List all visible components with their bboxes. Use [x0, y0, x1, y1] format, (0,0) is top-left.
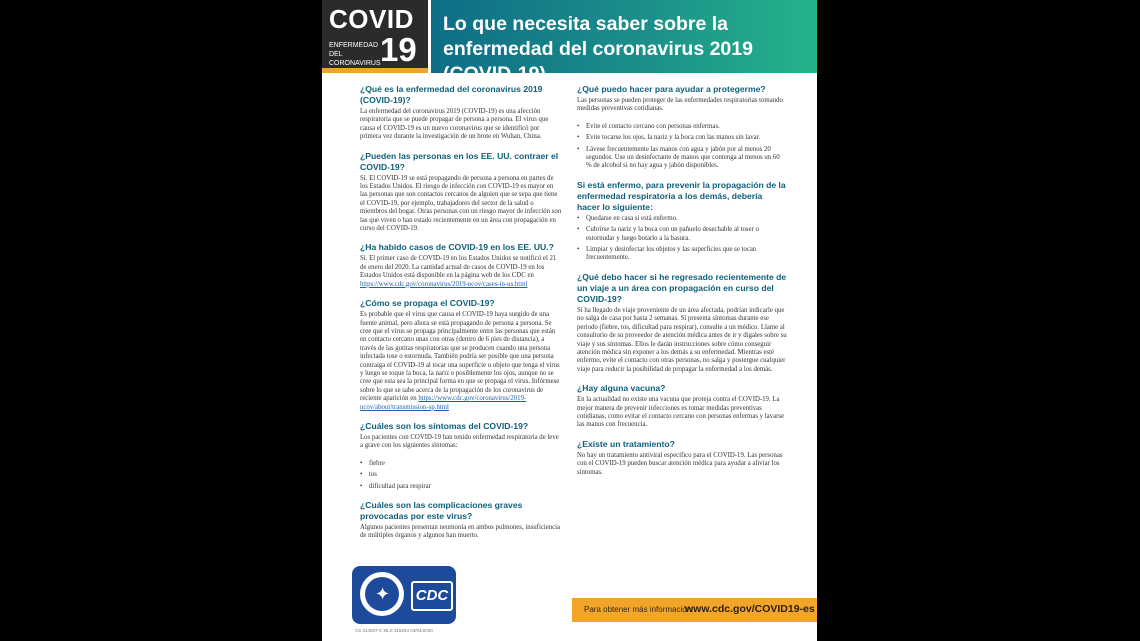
section-text: Los pacientes con COVID-19 han tenido enfermedad respiratoria de leve a grave con los siguientes síntomas:	[360, 433, 559, 450]
bullet-dot-icon: •	[360, 482, 363, 490]
bullet-dot-icon: •	[360, 471, 363, 479]
section-text: No hay un tratamiento antiviral específico para el COVID-19. Las personas con el COVID-19 pueden buscar atención médica para ayudar a aliviar los síntomas.	[577, 451, 783, 476]
covid19-logo-block	[322, 0, 428, 68]
section-heading: ¿Cuáles son las complicaciones graves provocadas por este virus?	[360, 500, 523, 521]
hhs-eagle-seal-icon	[360, 572, 404, 616]
transmission-link[interactable]: https://www.cdc.gov/coronavirus/2019-ncov/about/transmission-sp.html	[360, 395, 527, 411]
more-info-bar	[572, 598, 817, 622]
section-heading: ¿Qué es la enfermedad del coronavirus 2019 (COVID-19)?	[360, 84, 543, 105]
right-column	[577, 84, 787, 486]
section-text: La enfermedad del coronavirus 2019 (COVID-19) es una afección respiratoria que se puede propagar de persona a persona. El virus que causa el COVID-19 es un nuevo coronavirus que se identificó por primera vez durante la investigación de un brote en Wuhan, China.	[360, 108, 549, 141]
info-url-link[interactable]: www.cdc.gov/COVID19-es	[685, 603, 815, 615]
eagle-icon: ✦	[375, 584, 391, 604]
cdc-logo: CDC	[411, 581, 453, 611]
section-paragraph	[360, 311, 562, 412]
section-text: Sí. El primer caso de COVID-19 en los Estados Unidos se notificó el 21 de enero del 2020. La cantidad actual de casos de COVID-19 en los Estados Unidos está disponible en la página web de los CDC en	[360, 255, 557, 280]
bullet-dot-icon: •	[577, 226, 580, 234]
agency-logos	[352, 566, 456, 624]
section-heading: ¿Cuáles son los síntomas del COVID-19?	[360, 420, 529, 431]
cases-link[interactable]: https://www.cdc.gov/coronavirus/2019-ncov/cases-in-us.html	[360, 280, 528, 288]
bullet-dot-icon: •	[577, 122, 580, 130]
page-title: Lo que necesita saber sobre la enfermedad del coronavirus 2019 (COVID-19)	[443, 13, 753, 85]
section-text: Algunos pacientes presentan neumonía en ambos pulmones, insuficiencia de múltiples órganos y algunos han muerto.	[360, 524, 561, 540]
section-heading: ¿Hay alguna vacuna?	[577, 383, 666, 394]
list-item: • Evite el contacto cercano con personas enfermas.	[577, 122, 720, 130]
section-heading: Si está enfermo, para prevenir la propagación de la enfermedad respiratoria a los demás, debería hacer lo siguiente:	[577, 179, 786, 212]
left-column	[360, 84, 562, 550]
prevention-list	[577, 123, 787, 171]
bullet-dot-icon: •	[577, 246, 580, 254]
title-banner	[431, 0, 817, 85]
list-item: • Limpiar y desinfectar los objetos y las superficies que se tocan frecuentemente.	[577, 246, 757, 262]
section-heading: ¿Cómo se propaga el COVID-19?	[360, 298, 495, 309]
section-text: En la actualidad no existe una vacuna que proteja contra el COVID-19. La mejor manera de prevenir infecciones es tomar medidas preventivas cotidianas, como evitar el contacto cercano con personas enfermas y lavarse las manos con frecuencia.	[577, 396, 785, 429]
section-heading: ¿Existe un tratamiento?	[577, 438, 675, 449]
logo-accent-bar	[322, 68, 428, 73]
sick-actions-list	[577, 215, 787, 263]
bullet-dot-icon: •	[360, 459, 363, 467]
section-heading: ¿Qué puedo hacer para ayudar a protegerme?	[577, 84, 766, 94]
section-heading: ¿Pueden las personas en los EE. UU. contraer el COVID-19?	[360, 150, 559, 172]
section-heading: ¿Qué debo hacer si he regresado recientemente de un viaje a un área con propagación en curso del COVID-19?	[577, 271, 787, 304]
list-item: • Lávese frecuentemente las manos con agua y jabón por al menos 20 segundos. Use un desinfectante de manos que contenga al menos un 60 % de alcohol si no hay agua y jabón disponibles.	[577, 145, 780, 170]
symptom-list	[360, 460, 562, 491]
section-paragraph	[360, 255, 562, 289]
section-text: Sí. El COVID-19 se está propagando de persona a persona en partes de los Estados Unidos. El riesgo de infección con COVID-19 es mayor en las personas que son contactos cercanos de alguien que se sepa que tiene el COVID-19, por ejemplo, trabajadores del sector de la salud o miembros del hogar. Otras personas con un riesgo mayor de infección son las que viven o han estado recientemente en un área con propagación en curso del COVID-19.	[360, 174, 562, 233]
covid-subtitle: ENFERMEDAD DEL CORONAVIRUS	[329, 42, 381, 67]
list-item: • tos	[360, 471, 377, 479]
bullet-dot-icon: •	[577, 145, 580, 153]
fact-sheet-page	[322, 0, 817, 641]
covid-wordmark: COVID	[329, 4, 414, 34]
section-text: Las personas se pueden proteger de las enfermedades respiratorias tomando medidas preventivas cotidianas.	[577, 97, 783, 113]
document-code: CS 314937-C MLS 315294 03/04/2020	[355, 628, 433, 633]
covid-number: 19	[380, 31, 417, 68]
bullet-dot-icon: •	[577, 134, 580, 142]
list-item: • Quedarse en casa si está enfermo.	[577, 214, 678, 222]
section-heading: ¿Ha habido casos de COVID-19 en los EE. UU.?	[360, 242, 554, 253]
list-item: • Evite tocarse los ojos, la nariz y la boca con las manos sin lavar.	[577, 134, 761, 142]
section-text: Si ha llegado de viaje proveniente de un área afectada, podrían indicarle que no salga de casa por hasta 2 semanas. Si presenta síntomas durante ese período (fiebre, tos, dificultad para respirar), consulte a un médico. Llame al consultorio de su proveedor de atención médica antes de ir y dígales sobre su viaje y sus síntomas. Ellos le darán instrucciones sobre cómo conseguir atención médica sin exponer a los demás a su enfermedad. Mientras esté enfermo, evite el contacto con otras personas, no salga y postergue cualquier viaje para reducir la posibilidad de propagar la enfermedad a los demás.	[577, 306, 787, 373]
list-item: • dificultad para respirar	[360, 482, 431, 490]
section-text: Es probable que el virus que causa el COVID-19 haya surgido de una fuente animal, pero ahora se está propagando de persona a persona. Se cree que el virus se propaga principalmente entre las personas que están en contacto cercano unas con otras (dentro de 6 pies de distancia), a través de las gotitas respiratorias que se producen cuando una persona infectada tose o estornuda. También podría ser posible que una persona contraiga el COVID-19 al tocar una superficie u objeto que tenga el virus y luego se toque la boca, la nariz o posiblemente los ojos, aunque no se cree que esta sea la principal forma en que se propaga el virus. Infórmese sobre lo que se sabe acerca de la propagación de los coronavirus de reciente aparición en	[360, 311, 560, 403]
info-label: Para obtener más información:	[584, 605, 694, 614]
list-item: • fiebre	[360, 459, 385, 467]
bullet-dot-icon: •	[577, 214, 580, 222]
list-item: • Cubrirse la nariz y la boca con un pañuelo desechable al toser o estornudar y luego botarlo a la basura.	[577, 226, 759, 242]
